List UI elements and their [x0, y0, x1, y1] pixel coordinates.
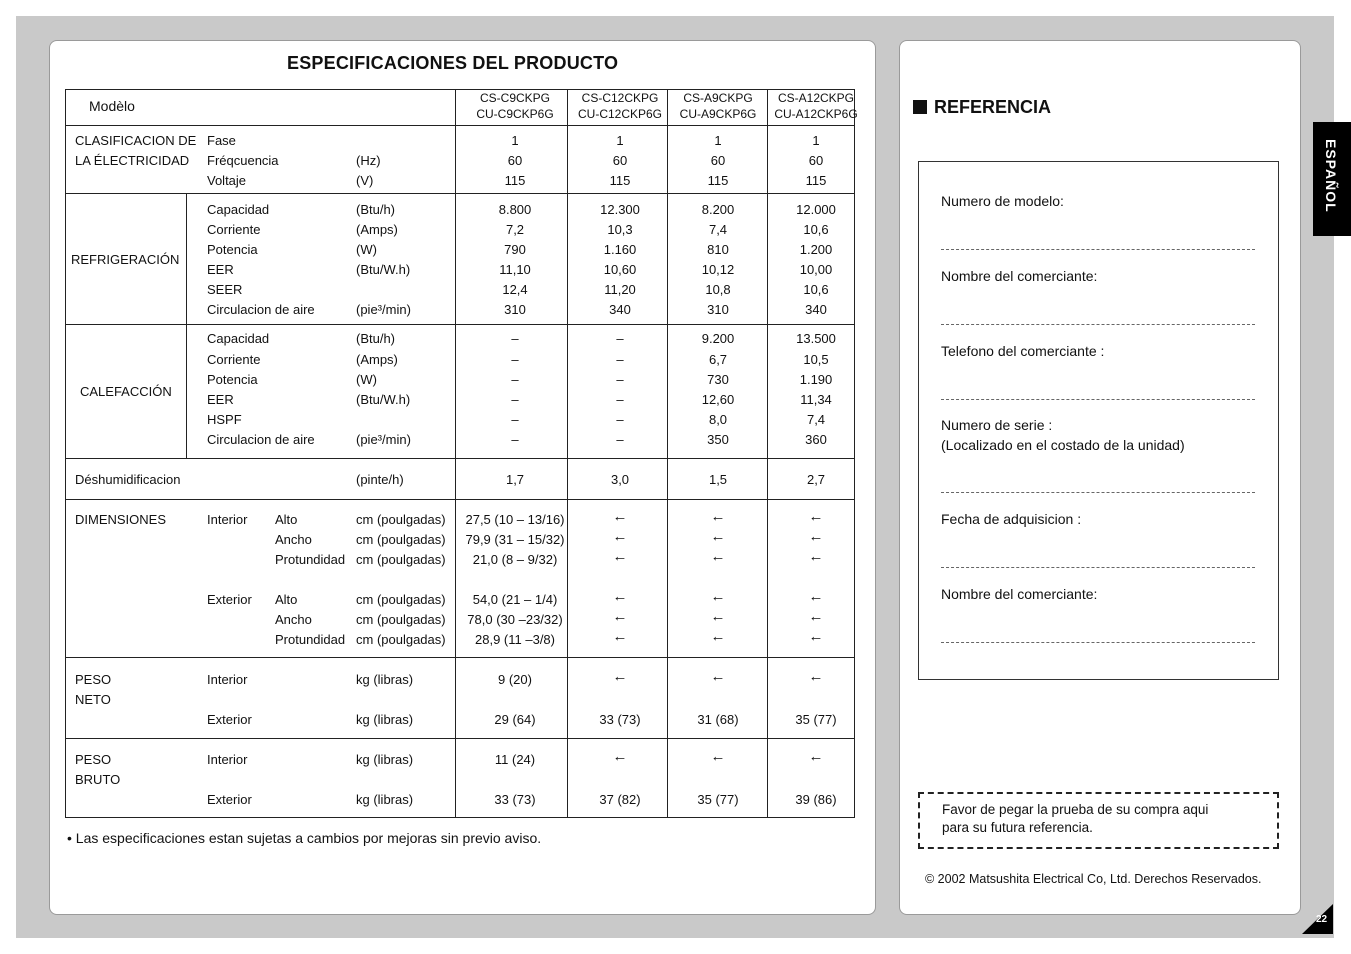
row-item: Exterior [207, 792, 252, 807]
table-rule [66, 193, 854, 194]
page-number: 22 [1316, 914, 1328, 925]
row-subitem: Protundidad [275, 632, 346, 647]
table-cell: ← [710, 548, 726, 565]
table-cell: 2,7 [806, 472, 826, 487]
table-cell: 1,5 [708, 472, 728, 487]
table-cell: 350 [707, 432, 729, 447]
table-cell: – [511, 392, 519, 407]
row-item: Interior [207, 752, 248, 767]
field-line[interactable] [941, 492, 1255, 493]
table-cell: 8.200 [701, 202, 735, 217]
table-cell: ← [808, 668, 824, 685]
table-cell: 9.200 [701, 331, 735, 346]
model-indoor: CS-A9CKPG [683, 91, 753, 105]
row-category: CLASIFICACION DE [75, 133, 197, 148]
table-rule [66, 657, 854, 658]
model-label: Modèlo [89, 98, 135, 114]
table-cell: ← [710, 588, 726, 605]
table-cell: – [511, 331, 519, 346]
table-cell: 115 [805, 173, 827, 188]
table-cell: 54,0 (21 – 1/4) [472, 592, 558, 607]
row-item: Interior [207, 672, 248, 687]
table-cell: 12,60 [701, 392, 735, 407]
row-category: CALEFACCIÓN [80, 384, 172, 399]
table-cell: 10,12 [701, 262, 735, 277]
field-line[interactable] [941, 567, 1255, 568]
model-outdoor: CU-C12CKP6G [577, 107, 663, 121]
table-cell: 340 [609, 302, 631, 317]
table-column-divider [455, 90, 456, 817]
table-cell: 10,8 [705, 282, 731, 297]
table-cell: ← [710, 628, 726, 645]
specifications-note: • Las especificaciones estan sujetas a cambios por mejoras sin previo aviso. [67, 830, 542, 846]
table-cell: 115 [504, 173, 526, 188]
field-line[interactable] [941, 324, 1255, 325]
row-item: Potencia [207, 242, 258, 257]
page-title: ESPECIFICACIONES DEL PRODUCTO [287, 53, 619, 73]
field-line[interactable] [941, 642, 1255, 643]
row-unit: (Btu/h) [356, 202, 396, 217]
table-cell: ← [612, 588, 628, 605]
row-unit: (Btu/W.h) [356, 262, 411, 277]
table-cell: 1 [812, 133, 820, 148]
row-category: Déshumidificacion [75, 472, 181, 487]
table-cell: 1.160 [603, 242, 637, 257]
row-unit: (W) [356, 372, 377, 387]
table-cell: 12.300 [600, 202, 640, 217]
table-cell: ← [808, 508, 824, 525]
table-cell: ← [612, 608, 628, 625]
table-cell: 28,9 (11 –3/8) [475, 632, 555, 647]
table-cell: 35 (77) [795, 712, 837, 727]
table-column-divider [567, 90, 568, 817]
receipt-paste-instructions [942, 801, 1208, 837]
table-cell: 9 (20) [498, 672, 532, 687]
row-unit: (pie³/min) [356, 302, 411, 317]
table-cell: 1.190 [799, 372, 833, 387]
table-cell: 60 [612, 153, 628, 168]
row-category: NETO [75, 692, 111, 707]
field-line[interactable] [941, 399, 1255, 400]
row-unit: cm (poulgadas) [356, 592, 446, 607]
row-item: Capacidad [207, 202, 270, 217]
row-unit: (pie³/min) [356, 432, 411, 447]
table-cell: ← [612, 628, 628, 645]
table-cell: – [616, 412, 624, 427]
table-cell: – [511, 372, 519, 387]
row-unit: (Hz) [356, 153, 381, 168]
table-cell: 13.500 [796, 331, 836, 346]
table-cell: 21,0 (8 – 9/32) [472, 552, 558, 567]
table-cell: 11,20 [604, 282, 636, 297]
table-cell: – [616, 331, 624, 346]
field-label-serial-number: Numero de serie : [941, 417, 1053, 433]
copyright-notice: © 2002 Matsushita Electrical Co, Ltd. Derechos Reservados. [925, 872, 1262, 886]
row-subitem: Ancho [275, 612, 312, 627]
row-item: Corriente [207, 352, 261, 367]
table-cell: ← [612, 548, 628, 565]
table-cell: ← [808, 608, 824, 625]
row-subitem: Ancho [275, 532, 312, 547]
row-unit: cm (poulgadas) [356, 632, 446, 647]
table-cell: 1 [714, 133, 722, 148]
paste-line-1: Favor de pegar la prueba de su compra aqui [942, 802, 1209, 817]
table-cell: 11,34 [800, 392, 832, 407]
table-cell: 27,5 (10 – 13/16) [465, 512, 565, 527]
table-cell: 60 [507, 153, 523, 168]
model-indoor: CS-A12CKPG [777, 91, 855, 105]
model-indoor: CS-C9CKPG [479, 91, 551, 105]
row-item: Corriente [207, 222, 261, 237]
row-item: EER [207, 392, 234, 407]
row-subitem: Protundidad [275, 552, 346, 567]
table-rule [66, 499, 854, 500]
table-cell: 7,2 [505, 222, 525, 237]
table-rule [66, 458, 854, 459]
field-hint-serial-location: (Localizado en el costado de la unidad) [941, 437, 1185, 453]
row-category: PESO [75, 672, 112, 687]
row-unit: (W) [356, 242, 377, 257]
table-rule [66, 324, 854, 325]
square-bullet-icon [913, 100, 927, 114]
table-cell: ← [808, 628, 824, 645]
row-unit: (Btu/h) [356, 331, 396, 346]
row-unit: cm (poulgadas) [356, 532, 446, 547]
table-cell: 810 [707, 242, 729, 257]
field-line[interactable] [941, 249, 1255, 250]
table-cell: 11 (24) [494, 752, 536, 767]
field-label-model-number: Numero de modelo: [941, 193, 1064, 209]
model-indoor: CS-C12CKPG [581, 91, 659, 105]
row-category: REFRIGERACIÓN [71, 252, 180, 267]
row-category: PESO [75, 752, 112, 767]
table-column-divider [767, 90, 768, 817]
table-cell: – [616, 352, 624, 367]
table-cell: 35 (77) [697, 792, 739, 807]
table-cell: ← [808, 548, 824, 565]
paste-line-2: para su futura referencia. [942, 820, 1093, 835]
row-item: Fréqcuencia [207, 153, 279, 168]
row-category: LA ÉLECTRICIDAD [75, 153, 190, 168]
table-cell: ← [612, 668, 628, 685]
table-cell: 10,6 [803, 282, 829, 297]
row-unit: kg (libras) [356, 792, 414, 807]
row-unit: cm (poulgadas) [356, 512, 446, 527]
table-cell: 60 [808, 153, 824, 168]
row-item: Circulacion de aire [207, 302, 315, 317]
table-cell: 1 [511, 133, 519, 148]
row-unit: kg (libras) [356, 752, 414, 767]
row-unit: kg (libras) [356, 672, 414, 687]
table-cell: 37 (82) [599, 792, 641, 807]
row-unit: cm (poulgadas) [356, 612, 446, 627]
table-cell: 1.200 [799, 242, 833, 257]
row-subitem: Alto [275, 592, 298, 607]
table-cell: – [511, 412, 519, 427]
table-cell: – [511, 352, 519, 367]
row-unit: (pinte/h) [356, 472, 404, 487]
table-cell: 33 (73) [599, 712, 641, 727]
table-cell: 1 [616, 133, 624, 148]
row-item: Fase [207, 133, 236, 148]
table-cell: 10,00 [799, 262, 833, 277]
table-column-divider [667, 90, 668, 817]
table-cell: 3,0 [610, 472, 630, 487]
row-category: BRUTO [75, 772, 121, 787]
table-cell: ← [710, 608, 726, 625]
table-cell: 39 (86) [795, 792, 837, 807]
table-cell: 78,0 (30 –23/32) [467, 612, 563, 627]
table-cell: 8,0 [708, 412, 728, 427]
table-cell: – [511, 432, 519, 447]
table-cell: 31 (68) [697, 712, 739, 727]
row-item: Circulacion de aire [207, 432, 315, 447]
row-item: Exterior [207, 592, 252, 607]
table-cell: ← [808, 588, 824, 605]
table-cell: 6,7 [708, 352, 728, 367]
table-cell: ← [808, 748, 824, 765]
table-cell: 8.800 [498, 202, 532, 217]
row-item: Voltaje [207, 173, 247, 188]
table-cell: 10,3 [607, 222, 633, 237]
table-cell: 310 [504, 302, 526, 317]
specifications-table [65, 89, 858, 818]
reference-title [913, 97, 1051, 118]
row-unit: (V) [356, 173, 374, 188]
table-cell: 12.000 [796, 202, 836, 217]
table-cell: 115 [707, 173, 729, 188]
table-cell: ← [710, 748, 726, 765]
table-cell: 7,4 [708, 222, 728, 237]
field-label-dealer-phone: Telefono del comerciante : [941, 343, 1105, 359]
table-cell: – [616, 372, 624, 387]
table-cell: ← [710, 668, 726, 685]
table-category-divider [186, 194, 187, 459]
table-cell: 33 (73) [494, 792, 536, 807]
table-cell: 790 [504, 242, 526, 257]
row-item: Interior [207, 512, 248, 527]
table-cell: – [616, 392, 624, 407]
row-unit: kg (libras) [356, 712, 414, 727]
field-label-dealer-name: Nombre del comerciante: [941, 268, 1098, 284]
table-cell: ← [612, 528, 628, 545]
row-item: Potencia [207, 372, 258, 387]
model-outdoor: CU-A9CKP6G [679, 107, 757, 121]
table-cell: ← [612, 748, 628, 765]
table-cell: 29 (64) [494, 712, 536, 727]
table-cell: 730 [707, 372, 729, 387]
row-unit: cm (poulgadas) [356, 552, 446, 567]
row-subitem: Alto [275, 512, 298, 527]
table-cell: 10,5 [803, 352, 829, 367]
table-cell: 310 [707, 302, 729, 317]
table-cell: 60 [710, 153, 726, 168]
row-item: EER [207, 262, 234, 277]
model-outdoor: CU-A12CKP6G [774, 107, 858, 121]
table-cell: 115 [609, 173, 631, 188]
field-label-dealer-name-2: Nombre del comerciante: [941, 586, 1098, 602]
table-cell: ← [710, 508, 726, 525]
row-item: SEER [207, 282, 243, 297]
table-cell: 340 [805, 302, 827, 317]
language-tab-label: ESPAÑOL [1323, 139, 1339, 213]
field-label-purchase-date: Fecha de adquisicion : [941, 511, 1082, 527]
row-category: DIMENSIONES [75, 512, 167, 527]
table-cell: 10,6 [803, 222, 829, 237]
table-cell: ← [612, 508, 628, 525]
table-cell: 7,4 [806, 412, 826, 427]
row-unit: (Amps) [356, 222, 398, 237]
row-item: HSPF [207, 412, 242, 427]
table-cell: 12,4 [502, 282, 528, 297]
reference-title-text: REFERENCIA [934, 97, 1052, 117]
table-cell: ← [710, 528, 726, 545]
row-unit: (Btu/W.h) [356, 392, 411, 407]
table-cell: 360 [805, 432, 827, 447]
row-item: Exterior [207, 712, 252, 727]
table-cell: 79,9 (31 – 15/32) [465, 532, 565, 547]
model-outdoor: CU-C9CKP6G [476, 107, 554, 121]
row-item: Capacidad [207, 331, 270, 346]
table-rule [66, 125, 854, 126]
row-unit: (Amps) [356, 352, 398, 367]
table-cell: – [616, 432, 624, 447]
table-cell: 10,60 [603, 262, 637, 277]
table-cell: ← [808, 528, 824, 545]
table-rule [66, 738, 854, 739]
table-cell: 11,10 [499, 262, 531, 277]
table-cell: 1,7 [505, 472, 525, 487]
